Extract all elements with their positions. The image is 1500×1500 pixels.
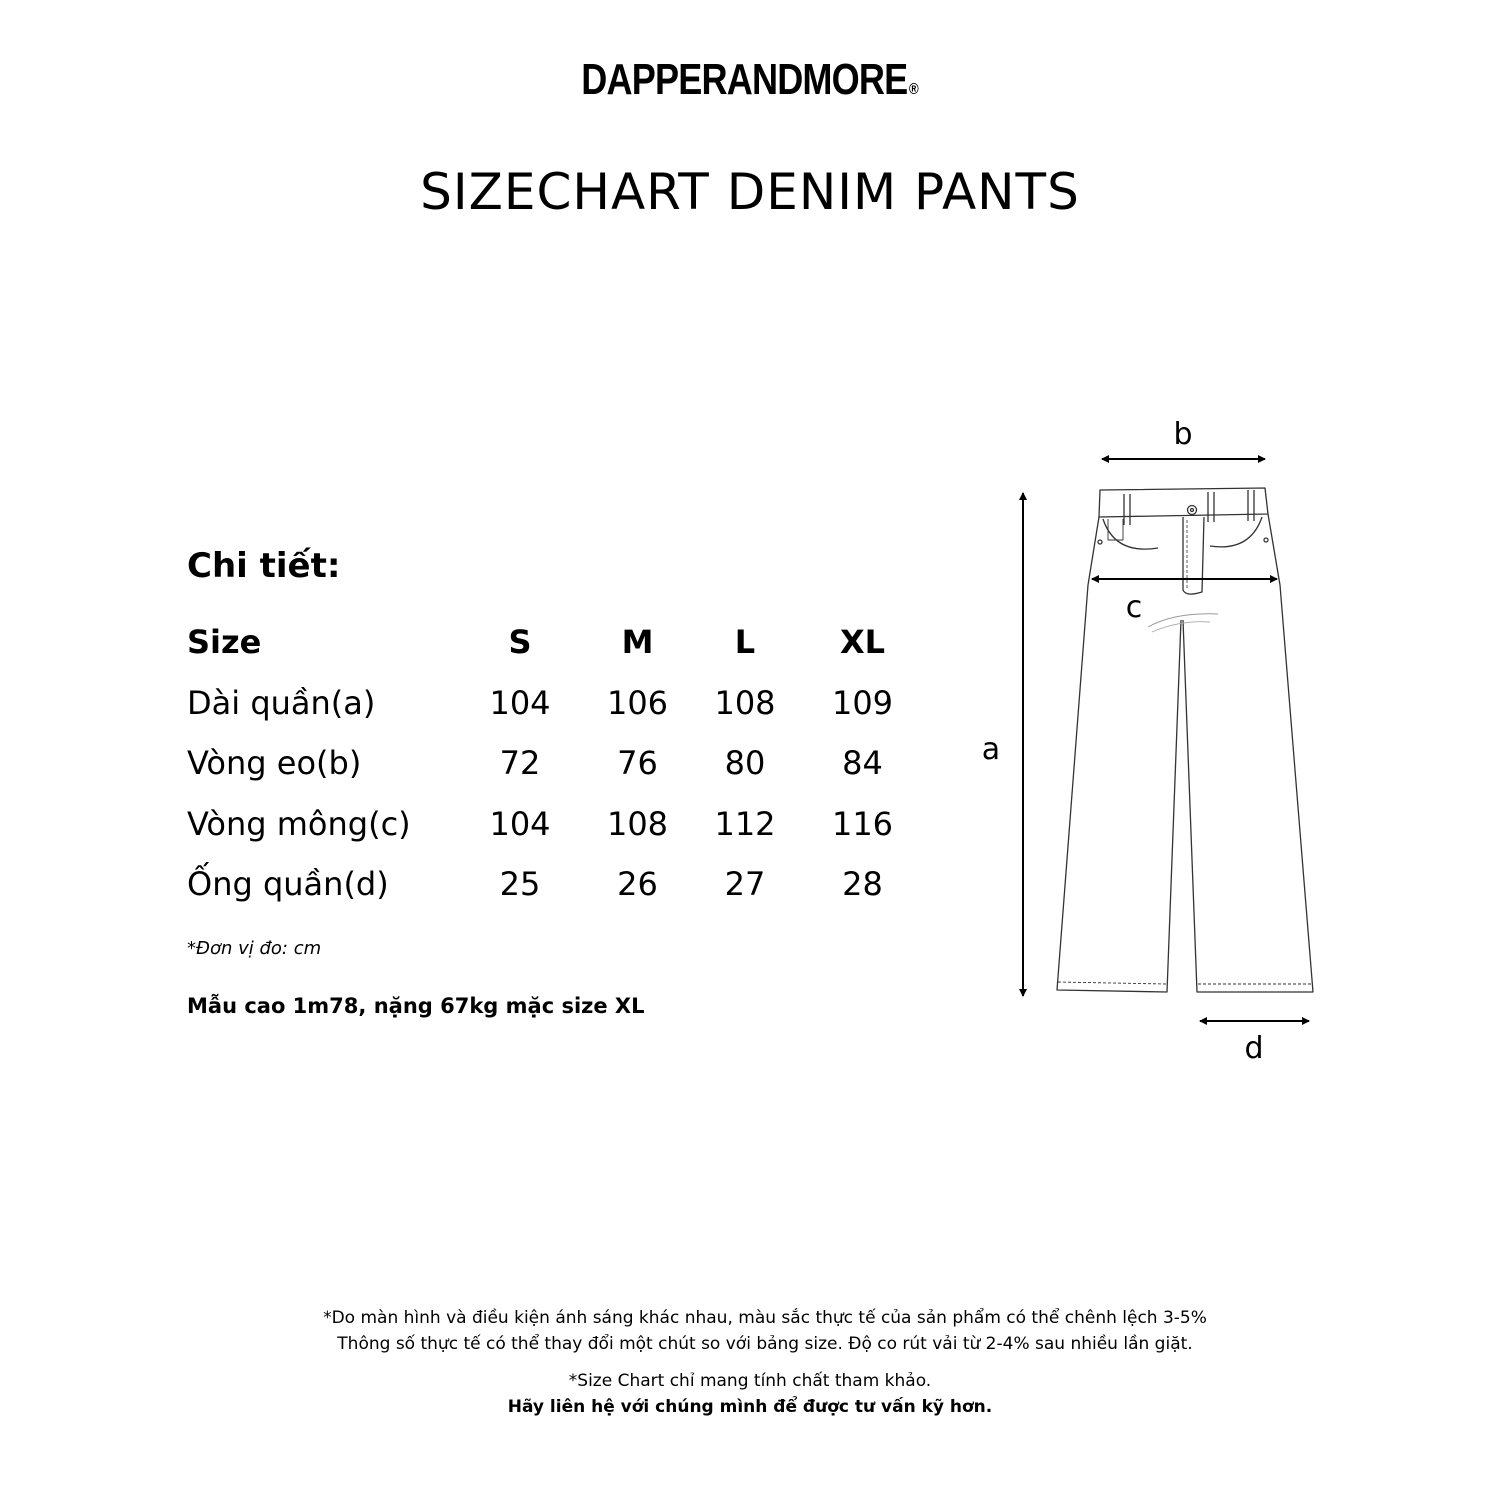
table-cell: 84 bbox=[842, 744, 883, 783]
label-c: c bbox=[1125, 590, 1143, 625]
size-table-header bbox=[180, 612, 925, 673]
table-cell: 104 bbox=[489, 804, 551, 843]
row-label: Ống quần(d) bbox=[187, 865, 389, 904]
table-cell: 108 bbox=[606, 804, 669, 843]
model-note: Mẫu cao 1m78, nặng 67kg mặc size XL bbox=[187, 994, 645, 1018]
table-cell: 25 bbox=[499, 865, 541, 904]
footer-disclaimer-1: *Do màn hình và điều kiện ánh sáng khác nhau, màu sắc thực tế của sản phẩm có thể chênh lệch 3-5% bbox=[323, 1308, 1207, 1328]
footer-reference-note: *Size Chart chỉ mang tính chất tham khảo. bbox=[568, 1371, 932, 1391]
pants-diagram bbox=[960, 400, 1360, 1100]
table-cell: 108 bbox=[714, 683, 776, 722]
page-title: SIZECHART DENIM PANTS bbox=[420, 163, 1080, 221]
table-cell: 104 bbox=[489, 683, 551, 722]
brand-name: DAPPERANDMORE bbox=[581, 55, 908, 104]
table-cell: 112 bbox=[714, 804, 776, 843]
table-cell: 27 bbox=[724, 865, 766, 904]
details-heading: Chi tiết: bbox=[187, 546, 341, 586]
row-label: Dài quần(a) bbox=[187, 683, 376, 722]
table-cell: 76 bbox=[617, 744, 658, 783]
label-a: a bbox=[981, 732, 1001, 767]
registered-mark: ® bbox=[909, 81, 919, 98]
table-cell: 28 bbox=[842, 865, 883, 904]
table-cell: 109 bbox=[831, 683, 894, 722]
footer-contact-note: Hãy liên hệ với chúng mình để được tư vấn kỹ hơn. bbox=[507, 1397, 993, 1417]
header-s: S bbox=[508, 623, 532, 662]
header-m: M bbox=[621, 623, 654, 662]
row-label: Vòng mông(c) bbox=[187, 804, 411, 843]
header-size: Size bbox=[187, 623, 262, 662]
table-row bbox=[180, 794, 925, 855]
label-b: b bbox=[1173, 417, 1193, 452]
brand-logo bbox=[135, 55, 1365, 105]
pants-illustration bbox=[1057, 488, 1313, 992]
table-cell: 106 bbox=[606, 683, 669, 722]
header-xl: XL bbox=[839, 623, 886, 662]
size-table bbox=[180, 612, 925, 915]
row-label: Vòng eo(b) bbox=[187, 744, 362, 783]
footer-disclaimer-2: Thông số thực tế có thể thay đổi một chút so với bảng size. Độ co rút vải từ 2-4% sau nhiều lần giặt. bbox=[337, 1334, 1193, 1354]
table-row bbox=[180, 854, 925, 915]
table-row bbox=[180, 733, 925, 794]
table-cell: 116 bbox=[831, 804, 894, 843]
table-cell: 72 bbox=[499, 744, 541, 783]
table-cell: 26 bbox=[617, 865, 658, 904]
unit-note: *Đơn vị đo: cm bbox=[187, 938, 322, 959]
table-cell: 80 bbox=[724, 744, 766, 783]
label-d: d bbox=[1244, 1031, 1264, 1066]
table-row bbox=[180, 673, 925, 734]
header-l: L bbox=[734, 623, 756, 662]
measurement-arrows bbox=[1023, 459, 1309, 1021]
